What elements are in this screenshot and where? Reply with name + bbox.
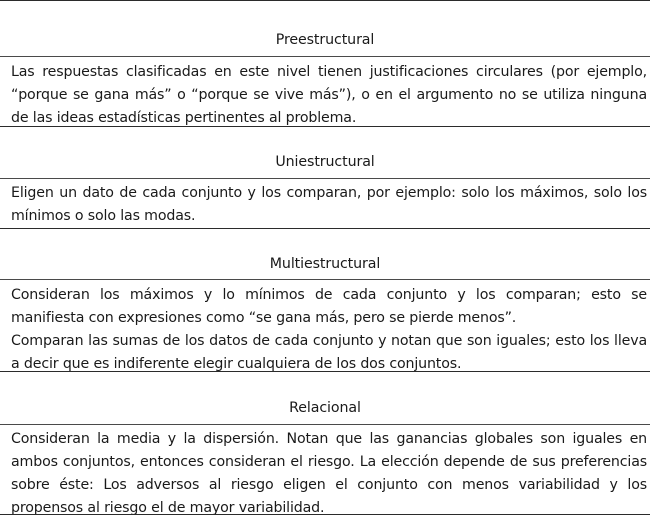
section-divider	[0, 279, 650, 280]
section-bottom-rule	[0, 228, 650, 229]
section-title-relacional: Relacional	[289, 400, 361, 416]
section-bottom-rule	[0, 126, 650, 127]
section-paragraph: Eligen un dato de cada conjunto y los comparan, por ejemplo: solo los máximos, solo los mínimos o solo las modas.	[11, 185, 647, 224]
section-body-preestructural	[11, 61, 647, 130]
section-paragraph: Consideran la media y la dispersión. Notan que las ganancias globales son iguales en ambos conjuntos, entonces consideran el riesgo. La elección depende de sus preferencias sobre éste: Los adversos al riesgo eligen el conjunto con menos variabilidad y los propensos al riesgo el de mayor variabilidad.	[11, 431, 647, 516]
section-body-multiestructural	[11, 284, 647, 376]
section-paragraph: Las respuestas clasificadas en este nivel tienen justificaciones circulares (por ejemplo, “porque se gana más” o “porque se vive más”), o en el argumento no se utiliza ninguna de las ideas estadísticas pertinentes al problema.	[11, 64, 647, 126]
section-title-preestructural: Preestructural	[275, 32, 375, 48]
section-bottom-rule	[0, 371, 650, 372]
section-divider	[0, 56, 650, 57]
section-title-multiestructural: Multiestructural	[269, 256, 381, 272]
section-body-relacional	[11, 428, 647, 520]
section-divider	[0, 424, 650, 425]
bottom-rule	[0, 514, 650, 515]
section-title-uniestructural: Uniestructural	[275, 154, 375, 170]
section-body-uniestructural	[11, 182, 647, 228]
section-paragraph: Comparan las sumas de los datos de cada conjunto y notan que son iguales; esto los lleva a decir que es indiferente elegir cualquiera de los dos conjuntos.	[11, 333, 647, 372]
top-rule	[0, 0, 650, 1]
section-divider	[0, 178, 650, 179]
section-paragraph: Consideran los máximos y lo mínimos de cada conjunto y los comparan; esto se manifiesta con expresiones como “se gana más, pero se pierde menos”.	[11, 287, 647, 326]
